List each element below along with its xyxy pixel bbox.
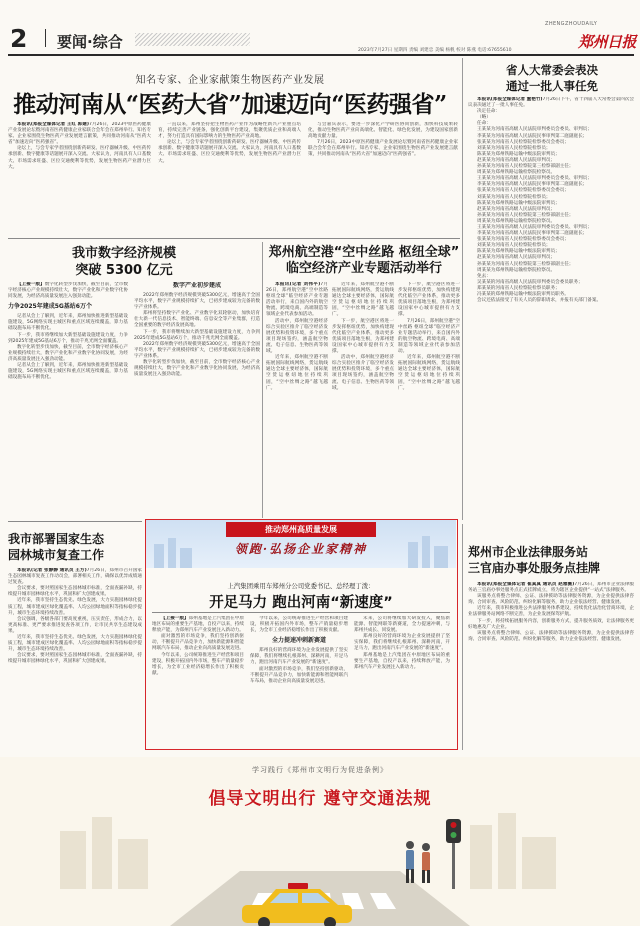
public-service-ad — [0, 757, 640, 926]
header-divider — [45, 29, 46, 47]
lead-column-3: 与会嘉宾表示，要进一步深化产学研医协同创新，加快科技成果转化，推动生物医药产业向高端化、智能化、绿色化发展，为建设国家创新高地贡献力量。 7月26日，2023中原医药健康产业发展论坛暨河南省医药健康企业家联合会年会在郑州举行。知名专家、企业家围绕生物医药产业发展建言献策，共同推动河南从“医药大省”加速迈向“医药强省”。 — [308, 122, 458, 158]
feature-rule — [152, 612, 450, 613]
header-rule — [8, 54, 634, 56]
street-crossing-illustration — [0, 809, 640, 926]
feature-box — [145, 519, 458, 750]
legal-service-headline: 郑州市企业法律服务站 三官庙办事处服务点挂牌 — [468, 545, 601, 575]
appointments-list: 本报讯(郑报全媒体记者 董艳竹)7月26日下午，省十四届人大常委会第四次会议表决通过了一批人事任免。 决定任命： （略） 任命： 王某某为河南省高级人民法院审判委员会委员、审判员； 李某某为河南省高级人民法院民事审判第二庭副庭长； 张某某为河南省人民检察院检察委员会委员； 刘某某为河南省人民检察院检察员； 陈某某为郑州铁路运输中级法院审判员； 赵某某为河南省高级人民法院审判员； 孙某某为河南省人民检察院第三检察部副主任； 周某某为郑州铁路运输检察院检察员。 王某某为河南省高级人民法院审判委员会委员、审判员； 李某某为河南省高级人民法院民事审判第二庭副庭长； 张某某为河南省人民检察院检察委员会委员； 刘某某为河南省人民检察院检察员； 陈某某为郑州铁路运输中级法院审判员； 赵某某为河南省高级人民法院审判员； 孙某某为河南省人民检察院第三检察部副主任； 周某某为郑州铁路运输检察院检察员。 王某某为河南省高级人民法院审判委员会委员、审判员； 李某某为河南省高级人民法院民事审判第二庭副庭长； 张某某为河南省人民检察院检察委员会委员； 刘某某为河南省人民检察院检察员； 陈某某为郑州铁路运输中级法院审判员； 赵某某为河南省高级人民法院审判员； 孙某某为河南省人民检察院第三检察部副主任； 周某某为郑州铁路运输检察院检察员。 免去： 吴某某的河南省高级人民法院审判委员会委员职务； 郑某某的河南省人民检察院检察员职务； 冯某某的郑州铁路运输中级法院审判员职务。 会议还依法接受了有关人员的辞职请求，并报有关部门备案。 — [468, 97, 634, 304]
airport-column-1: 本报讯(记者 刘伟平)7月26日，郑州航空港“空中丝路 枢纽全球”临空经济产业专题活动举行，来自国内外的航空物流、跨境电商、高端制造等领域企业代表参加活动。 活动中，郑州航空港经济综合实验区推介了临空经济发展优势和投资环境，多个重点项目现场签约，涵盖航空物流、电子信息、生物医药等领域。 近年来，郑州航空港不断拓展国际航线网络，货运航线通达全球主要经济体，国际航空货运枢纽地位持续巩固，“空中丝绸之路”越飞越广。 — [266, 282, 328, 391]
feature-column-3: 未来，公司将继续加大研发投入，聚焦新能源、智能网联等新赛道，全力提速冲刺，与郑州共成长、同发展。 郑州良好的营商环境为企业发展提供了坚实保障，我们将继续扎根郑州、深耕河南，开足马力，跑出河南汽车产业发展的“新速度”。 郑州基地是上汽集团在中原地区布局的重要生产基地，自投产以来，持续释放产能，为郑州汽车产业发展注入新动力。 — [354, 616, 450, 670]
feature-headline: 开足马力 跑出河南“新速度” — [209, 595, 393, 611]
banner-slogan: 领跑·弘扬企业家精神 — [234, 542, 368, 556]
digital-subhead-5g: 力争2025年建成5G基站6万个 — [8, 303, 92, 311]
lead-byline: 本报讯(郑报全媒体记者 王红 郭建) — [17, 122, 89, 127]
forestry-headline: 我市部署国家生态 园林城市复查工作 — [8, 532, 105, 562]
forestry-top-rule — [8, 521, 142, 522]
right-column-divider — [462, 58, 463, 520]
forestry-body: 本报讯(记者 张静静 通讯员 王方)7月26日，郑州市召开国家生态园林城市复查工作动员会，部署相关工作，确保以优异成绩通过复查。 会议要求，要对照国家生态园林城市标准，全面查漏补缺，持续提升城市园林绿化水平，巩固和扩大创建成果。 近年来，我市坚持生态优先、绿色发展，大力实施园林绿化提质工程，城市建成区绿化覆盖率、人均公园绿地面积等指标稳步提升，城市生态环境持续改善。 会议强调，各级各部门要高度重视，压实责任，形成合力，以更高标准、更严要求推进复查各项工作，让市民共享生态建设成果。 近年来，我市坚持生态优先、绿色发展，大力实施园林绿化提质工程，城市建成区绿化覆盖率、人均公园绿地面积等指标稳步提升，城市生态环境持续改善。 会议要求，要对照国家生态园林城市标准，全面查漏补缺，持续提升城市园林绿化水平，巩固和扩大创建成果。 — [8, 568, 142, 665]
page-number: 2 — [10, 24, 28, 53]
lead-headline: 推动河南从“医药大省”加速迈向“医药强省” — [13, 91, 447, 118]
right-headline: 省人大常委会表决 通过一批人事任免 — [506, 63, 598, 93]
legal-service-body: 本报讯(郑报全媒体记者 崔真真 通讯员 赵雅薇)7月26日，郑州市企业法律服务站三官庙办事处服务点正式挂牌成立，将为辖区企业提供“一站式”法律服务。 该服务点将整合律师、公证、法律援助等法律服务资源，为企业提供法律咨询、合同审查、风险防范、纠纷化解等服务，助力企业依法经营、健康发展。 近年来，我市积极推进公共法律服务体系建设，持续优化法治化营商环境，企业法律服务站网络不断完善，为企业发展保驾护航。 下一步，将持续拓展服务内容，创新服务方式，提升服务质效，让法律服务更好地惠及广大企业。 该服务点将整合律师、公证、法律援助等法律服务资源，为企业提供法律咨询、合同审查、风险防范、纠纷化解等服务，助力企业依法经营、健康发展。 — [468, 582, 634, 642]
feature-banner — [146, 520, 456, 568]
digital-subhead-industry: 数字产业初步建成 — [172, 282, 221, 289]
airport-column-3: 下一步，航空港区将进一步发挥枢纽优势，加快构建现代化临空产业体系，推动更多优质项目落地生根，为郑州建设国家中心城市提供有力支撑。 7月26日，郑州航空港“空中丝路 枢纽全球”临空经济产业专题活动举行，来自国内外的航空物流、跨境电商、高端制造等领域企业代表参加活动。 近年来，郑州航空港不断拓展国际航线网络，货运航线通达全球主要经济体，国际航空货运枢纽地位持续巩固，“空中丝绸之路”越飞越广。 — [398, 282, 460, 391]
digital-economy-column-1: 【上接一版】数字化转型步伐加快，截至目前，全市数字经济核心产业规模持续壮大，数字产业化和产业数字化协同发展，为经济高质量发展注入强劲动能。 力争2025年建成5G基站6万个 记者从会上了解到，近年来，郑州加快推进新型基础设施建设，5G网络实现主城区和重点区域连续覆盖，算力基础设施布局不断优化。 下一步，我市将继续加大新型基础设施建设力度，力争到2025年建成5G基站6万个，推动千兆光网全面覆盖。 数字化转型步伐加快，截至目前，全市数字经济核心产业规模持续壮大，数字产业化和产业数字化协同发展，为经济高质量发展注入强劲动能。 记者从会上了解到，近年来，郑州加快推进新型基础设施建设，5G网络实现主城区和重点区域连续覆盖，算力基础设施布局不断优化。 — [8, 282, 128, 381]
header-pattern — [135, 33, 250, 46]
digital-economy-column-2: 数字产业初步建成 2022年郑州数字经济规模突破5300亿元，增速高于全国平均水平，数字产业规模持续扩大，已初步建成较为完备的数字产业体系。 郑州将坚持数字产业化、产业数字化双轮驱动，加快培育壮大新一代信息技术、智能终端、信息安全等产业集群，打造全国重要的数字经济发展高地。 下一步，我市将继续加大新型基础设施建设力度，力争到2025年建成5G基站6万个，推动千兆光网全面覆盖。 2022年郑州数字经济规模突破5300亿元，增速高于全国平均水平，数字产业规模持续扩大，已初步建成较为完备的数字产业体系。 数字化转型步伐加快，截至目前，全市数字经济核心产业规模持续壮大，数字产业化和产业数字化协同发展，为经济高质量发展注入强劲动能。 — [134, 282, 260, 378]
feature-column-1: 【上接一版】郑州基地是上汽集团在中原地区布局的重要生产基地，自投产以来，持续释放产能，为郑州汽车产业发展注入新动力。 面对激烈的市场竞争，我们坚持创新驱动，不断提升产品竞争力，加快新能源和智能网联汽车布局，推动企业向高质量发展迈进。 今年以来，公司统筹推进生产经营和项目建设，积极开拓国内外市场，整车产销量稳步增长，为全市工业经济稳增长作出了积极贡献。 — [152, 616, 244, 676]
section-name: 要闻·综合 — [57, 33, 123, 51]
date-line: 2023年7月27日 星期四 责编 刘建忠 美编 杨帆 校对 陈燕 电话:67655610 — [358, 48, 512, 53]
airport-headline: 郑州航空港“空中丝路 枢纽全球” 临空经济产业专题活动举行 — [268, 245, 460, 276]
lead-column-1: 本报讯(郑报全媒体记者 王红 郭建)7月26日，2023中原医药健康产业发展论坛暨河南省医药健康企业家联合会年会在郑州举行。知名专家、企业家围绕生物医药产业发展建言献策，共同推动河南从“医药大省”加速迈向“医药强省”。 论坛上，与会专家学者围绕创新药研发、医疗器械升级、中医药传承创新、数字健康等话题展开深入交流。大家认为，河南具有人口基数大、市场需求旺盛、区位交通便利等优势，发展生物医药产业潜力巨大。 — [8, 122, 151, 170]
feature-subhead: 全力提速冲刺新赛道 — [271, 637, 326, 645]
airport-divider — [262, 242, 263, 518]
legal-divider — [462, 524, 463, 750]
pedestrian-icon — [422, 843, 430, 883]
ad-kicker: 学习践行《郑州市文明行为促进条例》 — [252, 766, 388, 774]
lead-column-2: 一直以来，郑州坚持把生物医药产业作为战略性新兴产业重点培育，持续完善产业链条，强化创新平台建设，集聚优质企业和高端人才，努力打造具有国际影响力的生物医药产业高地。 论坛上，与会专家学者围绕创新药研发、医疗器械升级、中医药传承创新、数字健康等话题展开深入交流。大家认为，河南具有人口基数大、市场需求旺盛、区位交通便利等优势，发展生物医药产业潜力巨大。 — [158, 122, 301, 164]
airport-column-2: 近年来，郑州航空港不断拓展国际航线网络，货运航线通达全球主要经济体，国际航空货运枢纽地位持续巩固，“空中丝绸之路”越飞越广。 下一步，航空港区将进一步发挥枢纽优势，加快构建现代化临空产业体系，推动更多优质项目落地生根，为郑州建设国家中心城市提供有力支撑。 活动中，郑州航空港经济综合实验区推介了临空经济发展优势和投资环境，多个重点项目现场签约，涵盖航空物流、电子信息、生物医药等领域。 — [332, 282, 394, 391]
pedestrian-icon — [406, 841, 414, 883]
traffic-light-icon — [446, 819, 461, 889]
lead-kicker: 知名专家、企业家献策生物医药产业发展 — [135, 75, 325, 86]
feature-column-2: 今年以来，公司统筹推进生产经营和项目建设，积极开拓国内外市场，整车产销量稳步增长，为全市工业经济稳增长作出了积极贡献。 全力提速冲刺新赛道 郑州良好的营商环境为企业发展提供了坚实保障，我们将继续扎根郑州、深耕河南，开足马力，跑出河南汽车产业发展的“新速度”。 面对激烈的市场竞争，我们坚持创新驱动，不断提升产品竞争力，加快新能源和智能网联汽车布局，推动企业向高质量发展迈进。 — [250, 616, 348, 684]
digital-economy-headline: 我市数字经济规模 突破 5300 亿元 — [71, 246, 176, 278]
ad-headline: 倡导文明出行 遵守交通法规 — [208, 789, 432, 809]
lead-bottom-rule — [8, 238, 460, 239]
page-header — [0, 0, 640, 56]
banner-tag: 推动郑州高质量发展 — [226, 522, 376, 537]
feature-kicker: 上汽集团乘用车郑州分公司党委书记、总经理丁泼： — [227, 582, 375, 590]
paper-english-name: ZHENGZHOUDAILY — [545, 21, 598, 27]
newspaper-logo: 郑州日报 — [578, 33, 637, 51]
